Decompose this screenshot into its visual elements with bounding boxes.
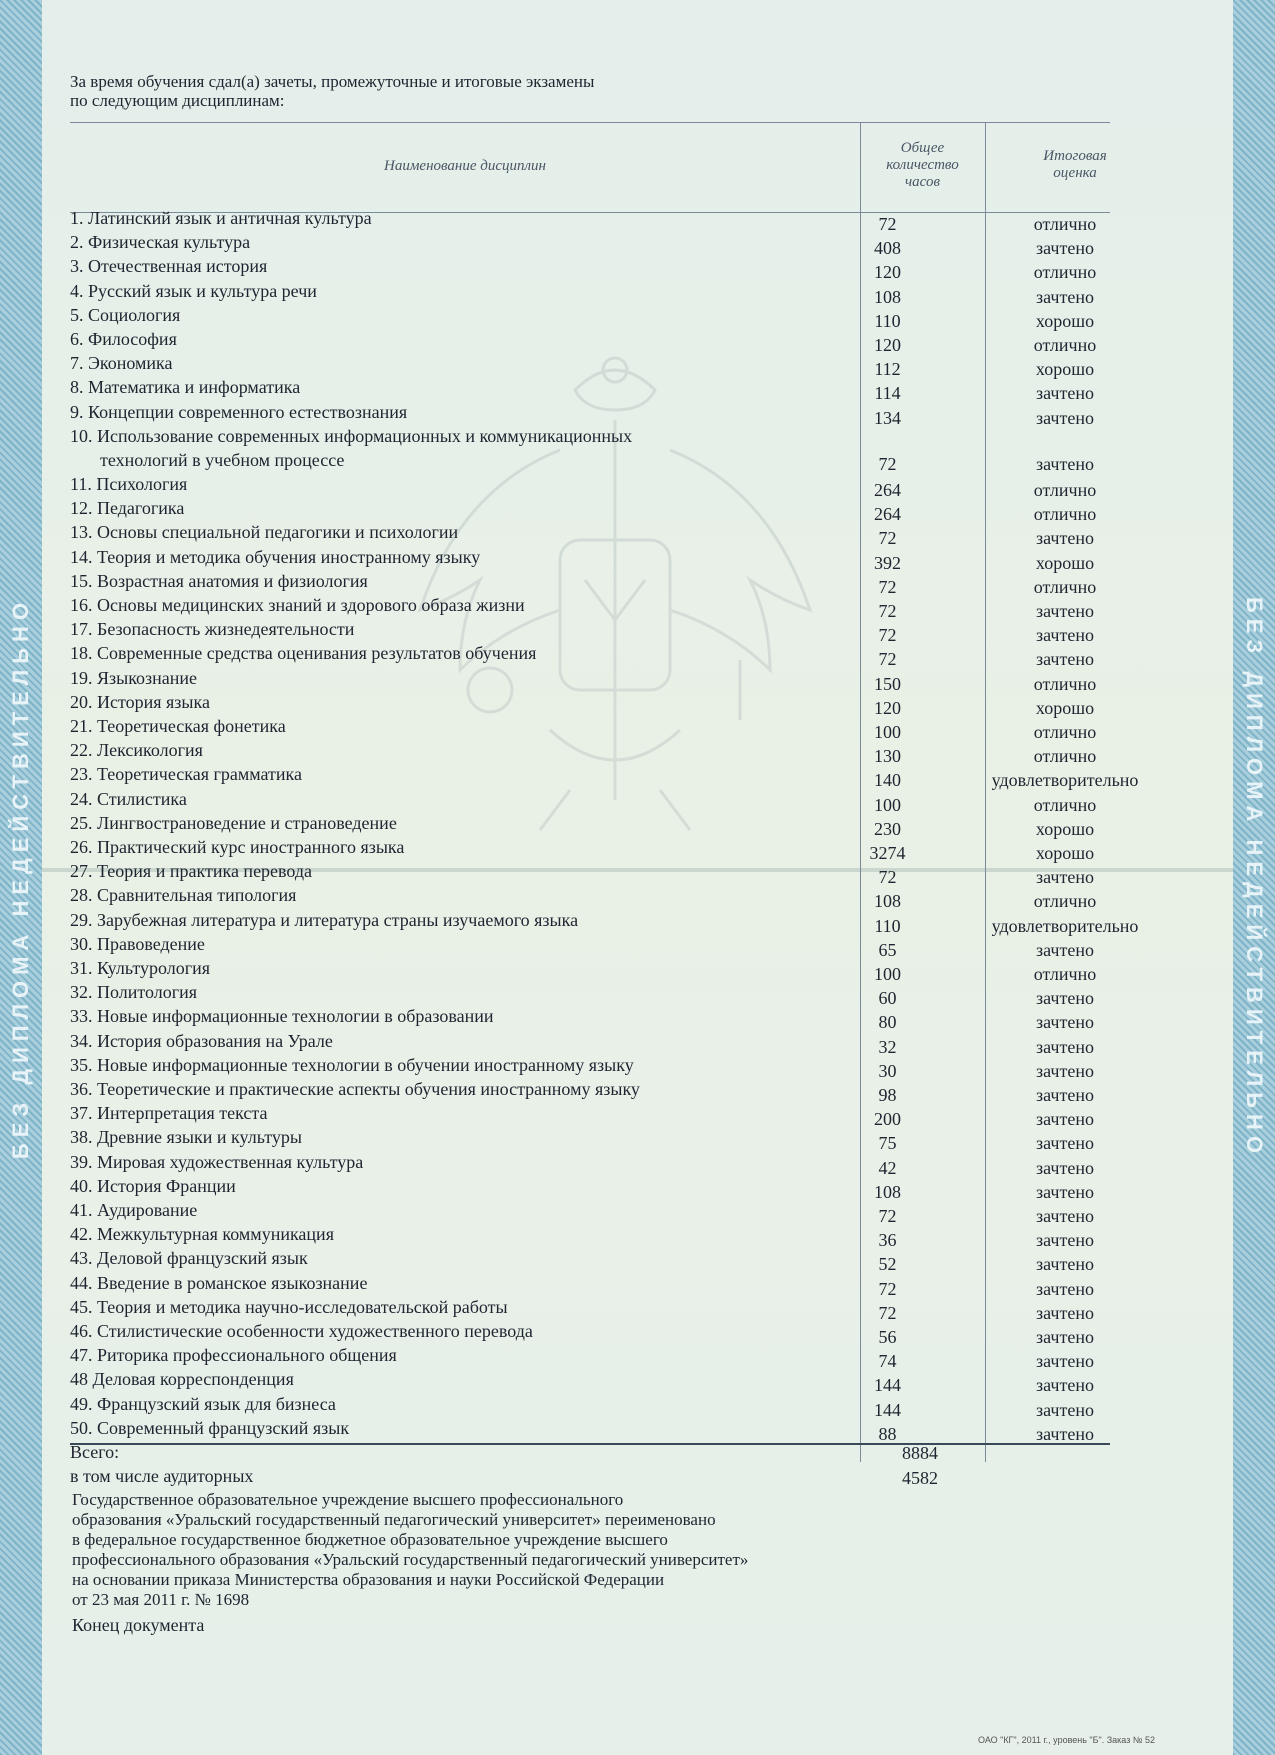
discipline-grade: зачтено <box>1036 1278 1094 1299</box>
discipline-name: 46. Стилистические особенности художественного перевода <box>70 1321 533 1341</box>
discipline-grade: хорошо <box>1035 552 1095 573</box>
discipline-name: 36. Теоретические и практические аспекты обучения иностранному языку <box>70 1079 640 1099</box>
discipline-hours: 72 <box>878 214 897 234</box>
discipline-name: 29. Зарубежная литература и литература страны изучаемого языка <box>70 909 579 930</box>
discipline-grade: зачтено <box>1036 601 1094 621</box>
discipline-hours: 56 <box>878 1327 897 1347</box>
discipline-grade: зачтено <box>1036 238 1094 259</box>
discipline-hours: 120 <box>874 262 901 283</box>
table-top-border <box>70 122 1110 123</box>
discipline-name: 5. Социология <box>70 304 181 325</box>
discipline-grade: отлично <box>1033 794 1097 815</box>
discipline-grade: зачтено <box>1036 1157 1094 1178</box>
discipline-name: 50. Современный французский язык <box>70 1417 350 1438</box>
discipline-grade: зачтено <box>1036 1133 1094 1154</box>
discipline-grade: хорошо <box>1035 359 1095 380</box>
discipline-name: 27. Теория и практика перевода <box>70 861 313 882</box>
discipline-hours: 42 <box>878 1157 897 1178</box>
discipline-name: 26. Практический курс иностранного языка <box>70 837 405 857</box>
discipline-hours: 130 <box>874 746 901 767</box>
discipline-hours: 72 <box>878 1302 897 1323</box>
renaming-notice: Государственное образовательное учреждение высшего профессионального образования «Уральский государственный педагогический университет» переименовано в федеральное государственное бюджетное образовательное учреждение высшего профессионального образования «Уральский государственный педагогический университет» на основании приказа Министерства образования и науки Российской Федерации от 23 мая 2011 г. № 1698 <box>72 1490 749 1609</box>
discipline-hours: 72 <box>878 1278 897 1299</box>
discipline-name: 18. Современные средства оценивания результатов обучения <box>70 643 537 664</box>
discipline-name: 20. История языка <box>70 691 210 712</box>
border-warning-text: БЕЗ ДИПЛОМА НЕДЕЙСТВИТЕЛЬНО <box>8 596 33 1159</box>
printer-info: ОАО "КГ", 2011 г., уровень "Б". Заказ № 52 <box>978 1735 1155 1745</box>
discipline-name: 21. Теоретическая фонетика <box>70 716 286 736</box>
discipline-hours: 134 <box>874 407 901 428</box>
discipline-grade: зачтено <box>1036 1423 1094 1444</box>
discipline-grade: зачтено <box>1036 1012 1094 1033</box>
discipline-hours: 264 <box>874 504 901 525</box>
discipline-hours: 144 <box>874 1375 901 1396</box>
discipline-hours: 32 <box>878 1036 897 1057</box>
discipline-hours: 72 <box>878 576 897 597</box>
discipline-grade: отлично <box>1033 214 1097 234</box>
discipline-hours: 108 <box>874 286 901 307</box>
discipline-name: 15. Возрастная анатомия и физиология <box>70 570 368 591</box>
discipline-hours: 72 <box>878 528 897 549</box>
discipline-grade: хорошо <box>1035 818 1095 839</box>
end-of-document: Конец документа <box>72 1615 205 1635</box>
discipline-grade: зачтено <box>1036 1060 1094 1081</box>
discipline-name: 48 Деловая корреспонденция <box>70 1369 294 1390</box>
discipline-grade: зачтено <box>1036 1254 1094 1275</box>
discipline-grade: зачтено <box>1036 1085 1094 1105</box>
discipline-grade: зачтено <box>1036 1230 1094 1251</box>
discipline-grade: отлично <box>1033 335 1097 355</box>
discipline-grade: зачтено <box>1036 1351 1094 1372</box>
auditory-label: в том числе аудиторных <box>70 1466 254 1486</box>
discipline-grade: зачтено <box>1036 867 1094 888</box>
discipline-name: 2. Физическая культура <box>70 232 251 253</box>
discipline-grade: отлично <box>1033 891 1097 912</box>
discipline-hours: 36 <box>878 1230 897 1251</box>
discipline-name: 42. Межкультурная коммуникация <box>70 1224 334 1245</box>
discipline-hours: 75 <box>878 1133 897 1154</box>
security-border-left <box>0 0 42 1755</box>
discipline-grade: зачтено <box>1036 383 1094 404</box>
discipline-hours: 30 <box>878 1060 897 1081</box>
discipline-hours: 3274 <box>869 843 906 863</box>
discipline-grade: отлично <box>1033 576 1097 597</box>
discipline-hours: 108 <box>874 891 901 912</box>
coat-of-arms-watermark-icon <box>400 330 830 850</box>
discipline-grade: зачтено <box>1036 528 1094 549</box>
discipline-grade: удовлетворительно <box>991 915 1139 936</box>
discipline-grade: зачтено <box>1036 1036 1094 1057</box>
discipline-name: 7. Экономика <box>70 353 173 374</box>
discipline-hours: 140 <box>874 770 901 791</box>
discipline-name: 8. Математика и информатика <box>70 377 301 398</box>
discipline-hours: 80 <box>878 1012 897 1033</box>
discipline-hours: 264 <box>874 480 901 500</box>
discipline-name-continued: технологий в учебном процессе <box>100 449 345 470</box>
discipline-name: 33. Новые информационные технологии в образовании <box>70 1006 494 1027</box>
discipline-name: 16. Основы медицинских знаний и здорового образа жизни <box>70 595 525 615</box>
discipline-grade: зачтено <box>1036 1109 1094 1130</box>
discipline-hours: 52 <box>878 1254 897 1275</box>
discipline-grade: отлично <box>1033 480 1097 500</box>
discipline-grade: зачтено <box>1036 1399 1094 1420</box>
discipline-hours: 408 <box>874 238 901 259</box>
discipline-name: 34. История образования на Урале <box>70 1030 333 1051</box>
discipline-grade: удовлетворительно <box>991 770 1139 791</box>
border-warning-text: БЕЗ ДИПЛОМА НЕДЕЙСТВИТЕЛЬНО <box>1242 596 1267 1159</box>
discipline-hours: 72 <box>878 601 897 621</box>
intro-text: За время обучения сдал(а) зачеты, промежуточные и итоговые экзамены по следующим дисциплинам: <box>70 72 595 110</box>
discipline-name: 40. История Франции <box>70 1175 236 1196</box>
total-hours: 8884 <box>902 1443 938 1463</box>
total-label: Всего: <box>70 1442 120 1462</box>
discipline-hours: 72 <box>878 867 897 888</box>
discipline-name: 44. Введение в романское языкознание <box>70 1272 368 1293</box>
discipline-name: 23. Теоретическая грамматика <box>70 764 303 785</box>
discipline-grade: отлично <box>1033 964 1097 984</box>
discipline-name: 38. Древние языки и культуры <box>70 1127 302 1148</box>
discipline-name: 4. Русский язык и культура речи <box>70 280 317 301</box>
discipline-hours: 72 <box>878 1206 897 1226</box>
discipline-hours: 100 <box>874 722 901 742</box>
discipline-grade: зачтено <box>1036 1206 1094 1226</box>
discipline-hours: 110 <box>874 915 901 936</box>
discipline-hours: 72 <box>878 649 897 670</box>
discipline-name: 12. Педагогика <box>70 498 185 519</box>
discipline-grade: зачтено <box>1036 407 1094 428</box>
discipline-hours: 392 <box>874 552 901 573</box>
discipline-grade: отлично <box>1033 262 1097 283</box>
discipline-hours: 114 <box>874 383 901 404</box>
header-total-hours: Общее количество часов <box>886 140 959 190</box>
discipline-name: 22. Лексикология <box>70 740 203 761</box>
security-border-right <box>1233 0 1275 1755</box>
discipline-name: 35. Новые информационные технологии в обучении иностранному языку <box>70 1054 634 1075</box>
discipline-name: 37. Интерпретация текста <box>70 1103 268 1124</box>
auditory-hours: 4582 <box>902 1468 938 1488</box>
discipline-hours: 100 <box>874 794 901 815</box>
discipline-hours: 100 <box>874 964 901 984</box>
discipline-grade: хорошо <box>1035 843 1095 863</box>
discipline-grade: зачтено <box>1036 1181 1094 1202</box>
discipline-name: 41. Аудирование <box>70 1200 198 1220</box>
discipline-grade: отлично <box>1033 673 1097 694</box>
discipline-name: 13. Основы специальной педагогики и психологии <box>70 522 459 543</box>
discipline-grade: отлично <box>1033 504 1097 525</box>
discipline-name: 28. Сравнительная типология <box>70 885 297 906</box>
discipline-grade: зачтено <box>1036 939 1094 960</box>
discipline-hours: 65 <box>878 939 897 960</box>
discipline-hours: 120 <box>874 697 901 718</box>
header-final-grade: Итоговая оценка <box>1043 148 1107 181</box>
discipline-name: 9. Концепции современного естествознания <box>70 401 408 422</box>
discipline-hours: 230 <box>874 818 901 839</box>
discipline-name: 47. Риторика профессионального общения <box>70 1345 397 1366</box>
discipline-name: 1. Латинский язык и античная культура <box>70 208 372 228</box>
discipline-hours: 110 <box>874 310 901 331</box>
discipline-name: 10. Использование современных информационных и коммуникационных <box>70 425 633 446</box>
discipline-hours: 112 <box>874 359 901 380</box>
discipline-name: 43. Деловой французский язык <box>70 1248 308 1269</box>
discipline-grade: зачтено <box>1036 1302 1094 1323</box>
discipline-hours: 144 <box>874 1399 901 1420</box>
discipline-name: 25. Лингвострановедение и страноведение <box>70 812 397 833</box>
discipline-grade: зачтено <box>1036 1327 1094 1347</box>
discipline-name: 17. Безопасность жизнедеятельности <box>70 619 355 640</box>
discipline-hours: 72 <box>878 625 897 646</box>
discipline-name: 14. Теория и методика обучения иностранному языку <box>70 546 481 567</box>
discipline-name: 45. Теория и методика научно-исследовательской работы <box>70 1296 508 1317</box>
discipline-hours: 150 <box>874 673 901 694</box>
discipline-name: 11. Психология <box>70 474 188 494</box>
discipline-name: 32. Политология <box>70 982 198 1003</box>
discipline-name: 39. Мировая художественная культура <box>70 1151 364 1172</box>
discipline-grade: отлично <box>1033 746 1097 767</box>
discipline-name: 6. Философия <box>70 329 177 349</box>
discipline-hours: 74 <box>878 1351 897 1372</box>
discipline-name: 24. Стилистика <box>70 788 187 809</box>
discipline-name: 49. Французский язык для бизнеса <box>70 1393 336 1414</box>
header-discipline-name: Наименование дисциплин <box>384 158 546 174</box>
discipline-grade: зачтено <box>1036 1375 1094 1396</box>
discipline-name: 31. Культурология <box>70 958 211 978</box>
discipline-name: 3. Отечественная история <box>70 256 268 277</box>
discipline-grade: зачтено <box>1036 649 1094 670</box>
discipline-grade: хорошо <box>1035 697 1095 718</box>
discipline-grade: зачтено <box>1036 625 1094 646</box>
discipline-hours: 60 <box>878 988 897 1009</box>
discipline-hours: 120 <box>874 335 901 355</box>
discipline-grade: зачтено <box>1036 988 1094 1009</box>
discipline-hours: 108 <box>874 1181 901 1202</box>
discipline-hours: 88 <box>878 1423 897 1444</box>
discipline-grade: отлично <box>1033 722 1097 742</box>
discipline-hours: 72 <box>878 453 897 474</box>
discipline-hours: 98 <box>878 1085 897 1105</box>
discipline-name: 30. Правоведение <box>70 933 205 954</box>
discipline-name: 19. Языкознание <box>70 667 198 688</box>
discipline-grade: зачтено <box>1036 453 1094 474</box>
discipline-hours: 200 <box>874 1109 901 1130</box>
discipline-grade: зачтено <box>1036 286 1094 307</box>
discipline-grade: хорошо <box>1035 310 1095 331</box>
